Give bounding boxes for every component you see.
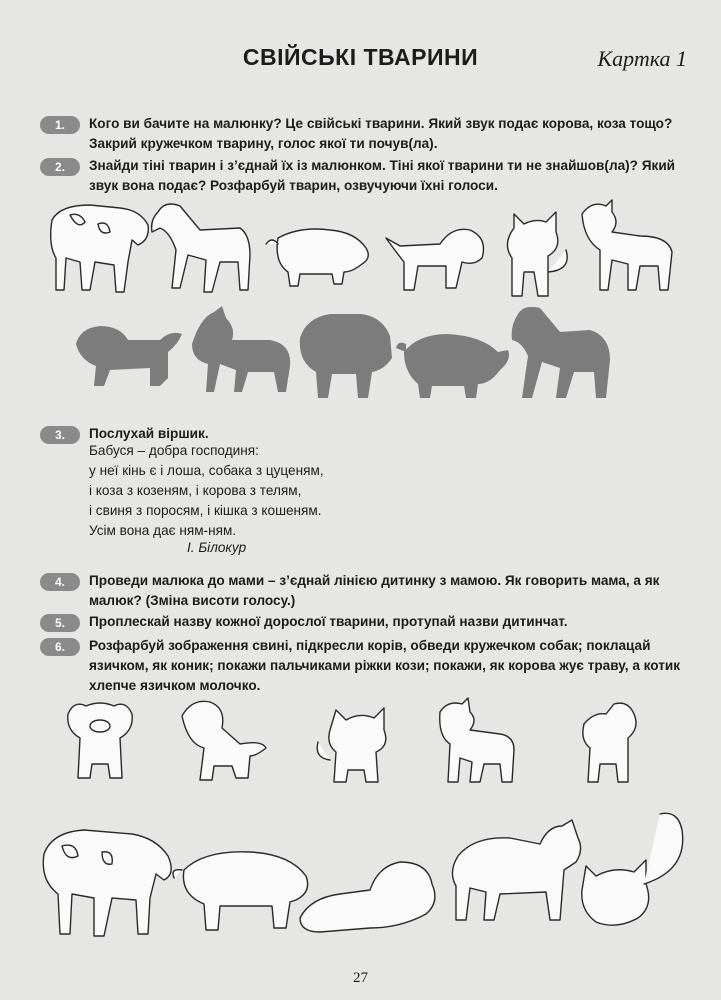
page-number: 27 bbox=[353, 970, 368, 986]
piglet-drawing bbox=[68, 703, 133, 778]
poem-line: і свиня з поросям, і кішка з кошеням. bbox=[89, 503, 322, 518]
horse-shadow bbox=[512, 307, 610, 398]
task-number-badge: 2. bbox=[40, 158, 80, 176]
goat-adult-drawing bbox=[452, 820, 580, 920]
kitten-baby-drawing bbox=[317, 708, 386, 782]
goat-kid-drawing bbox=[440, 698, 514, 782]
task-5 bbox=[40, 612, 700, 632]
goat-drawing bbox=[582, 200, 672, 290]
task-number-badge: 6. bbox=[40, 638, 80, 656]
page-title: СВІЙСЬКІ ТВАРИНИ bbox=[242, 44, 479, 70]
kitten-drawing bbox=[507, 212, 567, 296]
calf-drawing bbox=[583, 703, 636, 782]
puppy-drawing bbox=[182, 701, 266, 780]
cat-adult-drawing bbox=[582, 813, 683, 925]
task-number-badge: 4. bbox=[40, 573, 80, 591]
task-number-badge: 3. bbox=[40, 426, 80, 444]
dog-shadow bbox=[76, 326, 182, 386]
goat-shadow bbox=[192, 306, 290, 392]
task-text: Послухай віршик. bbox=[89, 426, 209, 441]
task-number-badge: 5. bbox=[40, 614, 80, 632]
poem-line: Усім вона дає ням-ням. bbox=[89, 523, 237, 538]
poem-line: у неї кінь є і лоша, собака з цуценям, bbox=[89, 463, 324, 478]
cow-adult-drawing bbox=[43, 830, 171, 936]
task-text: Кого ви бачите на малюнку? Це свійські тварини. Який звук подає корова, коза тощо? Закрий кружечком тварину, голос якої ти почув(ла). bbox=[89, 116, 673, 151]
task-text: Проплескай назву кожної дорослої тварини, протупай назви дитинчат. bbox=[89, 614, 568, 629]
task-4 bbox=[40, 571, 700, 611]
dog-drawing bbox=[386, 229, 484, 290]
poem-line: і коза з козеням, і корова з телям, bbox=[89, 483, 302, 498]
poem bbox=[89, 441, 324, 541]
pig-adult-drawing bbox=[173, 852, 308, 930]
cow-drawing bbox=[51, 205, 149, 292]
task-text: Знайди тіні тварин і з’єднай їх із малюнком. Тіні якої тварини ти не знайшов(ла)? Який звук вона подає? Розфарбуй тварин, озвучуючи їхні голоси. bbox=[89, 158, 676, 193]
task-text: Розфарбуй зображення свині, підкресли корів, обведи кружечком собак; поклацай язичком, як коник; покажи пальчиками ріжки кози; покажи, як корова жує траву, а котик хлепче язичком молочко. bbox=[89, 638, 681, 693]
pig-drawing bbox=[266, 229, 368, 286]
task-6 bbox=[40, 636, 700, 696]
card-label: Картка 1 bbox=[597, 46, 687, 71]
poem-line: Бабуся – добра господиня: bbox=[89, 443, 259, 458]
poem-author: І. Білокур bbox=[187, 540, 247, 555]
task-text: Проведи малюка до мами – з’єднай лінією дитинку з мамою. Як говорить мама, а як малюк? (Зміна висоти голосу.) bbox=[89, 573, 660, 608]
cow-shadow bbox=[300, 314, 392, 398]
task-number-badge: 1. bbox=[40, 116, 80, 134]
horse-drawing bbox=[152, 204, 250, 292]
dog-adult-drawing bbox=[300, 862, 435, 932]
pig-shadow bbox=[396, 334, 509, 398]
